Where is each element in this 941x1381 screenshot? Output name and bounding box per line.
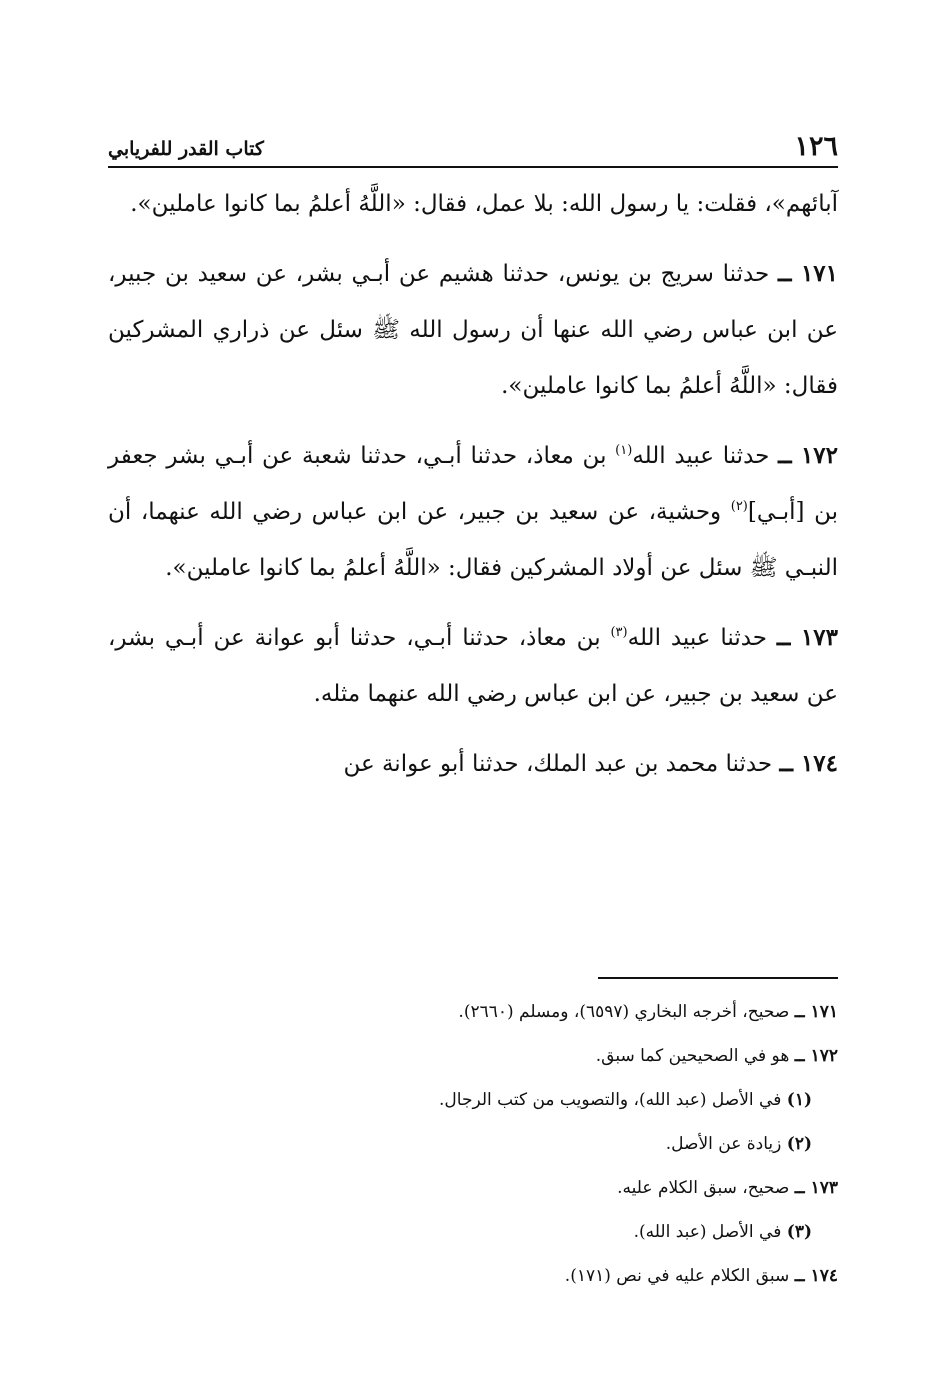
- footnote-marker: (٣): [610, 625, 628, 640]
- hadith-number: ١٧٢ ــ: [778, 442, 839, 469]
- footnote-ref: ١٧١ ــ: [794, 1002, 838, 1022]
- paragraph-text: بن معاذ، حدثنا أبـي، حدثنا شعبة عن أبـي بشر جعفر بن [أبـي]: [108, 443, 838, 525]
- main-text: [108, 176, 838, 806]
- footnotes: [108, 990, 838, 1298]
- footnote-ref: (٢): [786, 1134, 812, 1154]
- book-title: كتاب القدر للفريابي: [108, 138, 264, 160]
- footnote-ref: ١٧٢ ــ: [794, 1046, 838, 1066]
- paragraph-text: آبائهم»، فقلت: يا رسول الله: بلا عمل، فقال: «اللَّهُ أعلمُ بما كانوا عاملين».: [130, 191, 838, 217]
- paragraph-text: حدثنا عبيد الله: [632, 443, 770, 469]
- paragraph-172: [108, 428, 838, 596]
- footnote-text: في الأصل (عبد الله)، والتصويب من كتب الرجال.: [439, 1090, 782, 1110]
- footnote-text: زيادة عن الأصل.: [665, 1134, 782, 1154]
- footnote-marker: (٢): [730, 499, 748, 514]
- footnote-ref: ١٧٣ ــ: [794, 1178, 838, 1198]
- hadith-number: ١٧١ ــ: [778, 260, 839, 287]
- hadith-number: ١٧٤ ــ: [779, 750, 838, 777]
- paragraph-text: حدثنا محمد بن عبد الملك، حدثنا أبو عوانة عن: [343, 751, 773, 777]
- page-header: [108, 124, 838, 164]
- footnote-item: [108, 1166, 838, 1210]
- paragraph-text: حدثنا سريج بن يونس، حدثنا هشيم عن أبـي بشر، عن سعيد بن جبير، عن ابن عباس رضي الله عنها أن رسول الله ﷺ سئل عن ذراري المشركين فقال: «اللَّهُ أعلمُ بما كانوا عاملين».: [108, 261, 838, 399]
- footnote-rule: [598, 977, 838, 979]
- footnote-text: سبق الكلام عليه في نص (١٧١).: [564, 1266, 790, 1286]
- paragraph-continuation: [108, 176, 838, 232]
- footnote-ref: (١): [786, 1090, 812, 1110]
- hadith-number: ١٧٣ ــ: [776, 624, 838, 651]
- footnote-item: [108, 1122, 838, 1166]
- paragraph-text: حدثنا عبيد الله: [627, 625, 768, 651]
- footnote-ref: (٣): [786, 1222, 812, 1242]
- footnote-item: [108, 1034, 838, 1078]
- footnote-item: [108, 990, 838, 1034]
- footnote-item: [108, 1254, 838, 1298]
- footnote-item: [108, 1078, 838, 1122]
- paragraph-173: [108, 610, 838, 722]
- paragraph-text: وحشية، عن سعيد بن جبير، عن ابن عباس رضي الله عنهما، أن النبـي ﷺ سئل عن أولاد المشركين فقال: «اللَّهُ أعلمُ بما كانوا عاملين».: [108, 499, 838, 581]
- paragraph-174: [108, 736, 838, 792]
- page-number: ١٢٦: [794, 131, 838, 162]
- footnote-text: صحيح، سبق الكلام عليه.: [617, 1178, 790, 1198]
- header-rule: [108, 166, 838, 168]
- paragraph-171: [108, 246, 838, 414]
- footnote-text: صحيح، أخرجه البخاري (٦٥٩٧)، ومسلم (٢٦٦٠).: [458, 1002, 790, 1022]
- footnote-text: في الأصل (عبد الله).: [633, 1222, 782, 1242]
- footnote-ref: ١٧٤ ــ: [794, 1266, 838, 1286]
- footnote-item: [108, 1210, 838, 1254]
- footnote-marker: (١): [615, 443, 633, 458]
- footnote-text: هو في الصحيحين كما سبق.: [595, 1046, 790, 1066]
- paragraph-text: بن معاذ، حدثنا أبـي، حدثنا أبو عوانة عن أبـي بشر، عن سعيد بن جبير، عن ابن عباس رضي الله عنهما مثله.: [108, 625, 838, 707]
